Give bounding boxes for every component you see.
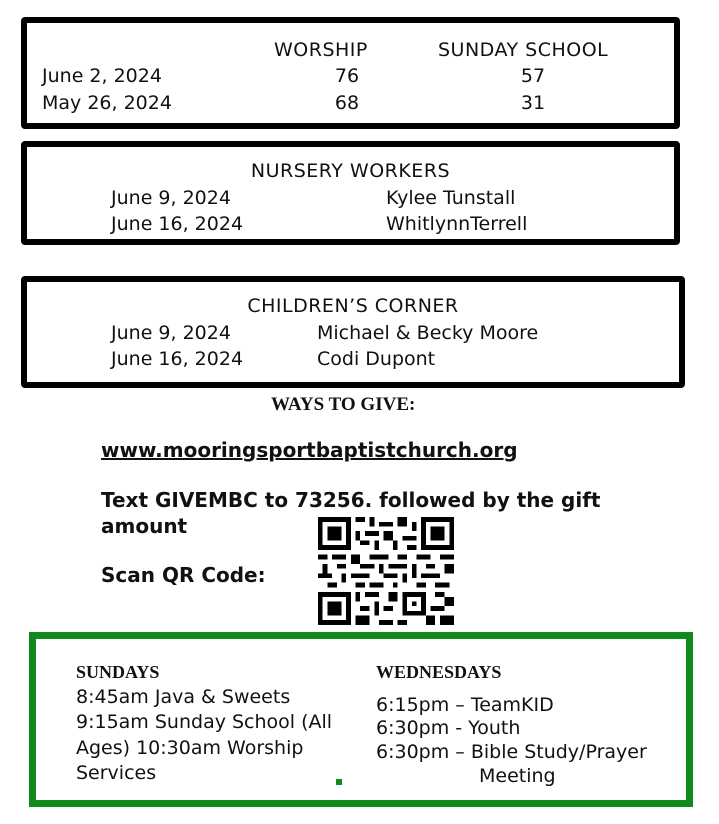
sunday-school-count: 31 [520,92,546,114]
worship-count: 68 [334,92,360,114]
attendance-date: June 2, 2024 [42,65,162,87]
childrens-corner-box [21,276,685,388]
childrens-corner-date: June 16, 2024 [111,348,244,370]
sundays-line: 8:45am Java & Sweets [76,686,291,708]
childrens-corner-date: June 9, 2024 [111,322,231,344]
nursery-name: Kylee Tunstall [386,187,516,209]
text-to-give-line: Text GIVEMBC to 73256. followed by the gift [101,488,601,512]
text-to-give-line: amount [101,514,188,538]
childrens-corner-name: Michael & Becky Moore [317,322,539,344]
wednesdays-line: 6:15pm – TeamKID [376,694,554,716]
worship-header: WORSHIP [274,39,368,61]
scan-qr-label: Scan QR Code: [101,563,266,587]
ways-to-give-title: WAYS TO GIVE: [271,394,416,415]
worship-count: 76 [334,65,360,87]
qr-code[interactable] [318,517,454,625]
nursery-date: June 16, 2024 [111,213,244,235]
sundays-line: 9:15am Sunday School (All [76,711,333,733]
nursery-date: June 9, 2024 [111,187,231,209]
green-dot [336,779,342,785]
attendance-date: May 26, 2024 [42,92,172,114]
wednesdays-line: Meeting [479,765,556,787]
service-schedule-box [29,632,693,807]
nursery-title: NURSERY WORKERS [250,160,451,182]
sunday-school-header: SUNDAY SCHOOL [438,39,609,61]
nursery-workers-box [21,141,680,245]
sundays-line: Services [76,762,157,784]
sundays-title: SUNDAYS [76,662,160,682]
attendance-box [21,17,680,129]
childrens-corner-title: CHILDREN’S CORNER [247,295,459,317]
wednesdays-title: WEDNESDAYS [376,662,502,682]
wednesdays-line: 6:30pm - Youth [376,717,521,739]
sunday-school-count: 57 [520,65,546,87]
sundays-line: Ages) 10:30am Worship [76,737,304,759]
website-link[interactable]: www.mooringsportbaptistchurch.org [101,438,518,462]
nursery-name: WhitlynnTerrell [386,213,528,235]
childrens-corner-name: Codi Dupont [317,348,436,370]
wednesdays-line: 6:30pm – Bible Study/Prayer [376,741,647,763]
